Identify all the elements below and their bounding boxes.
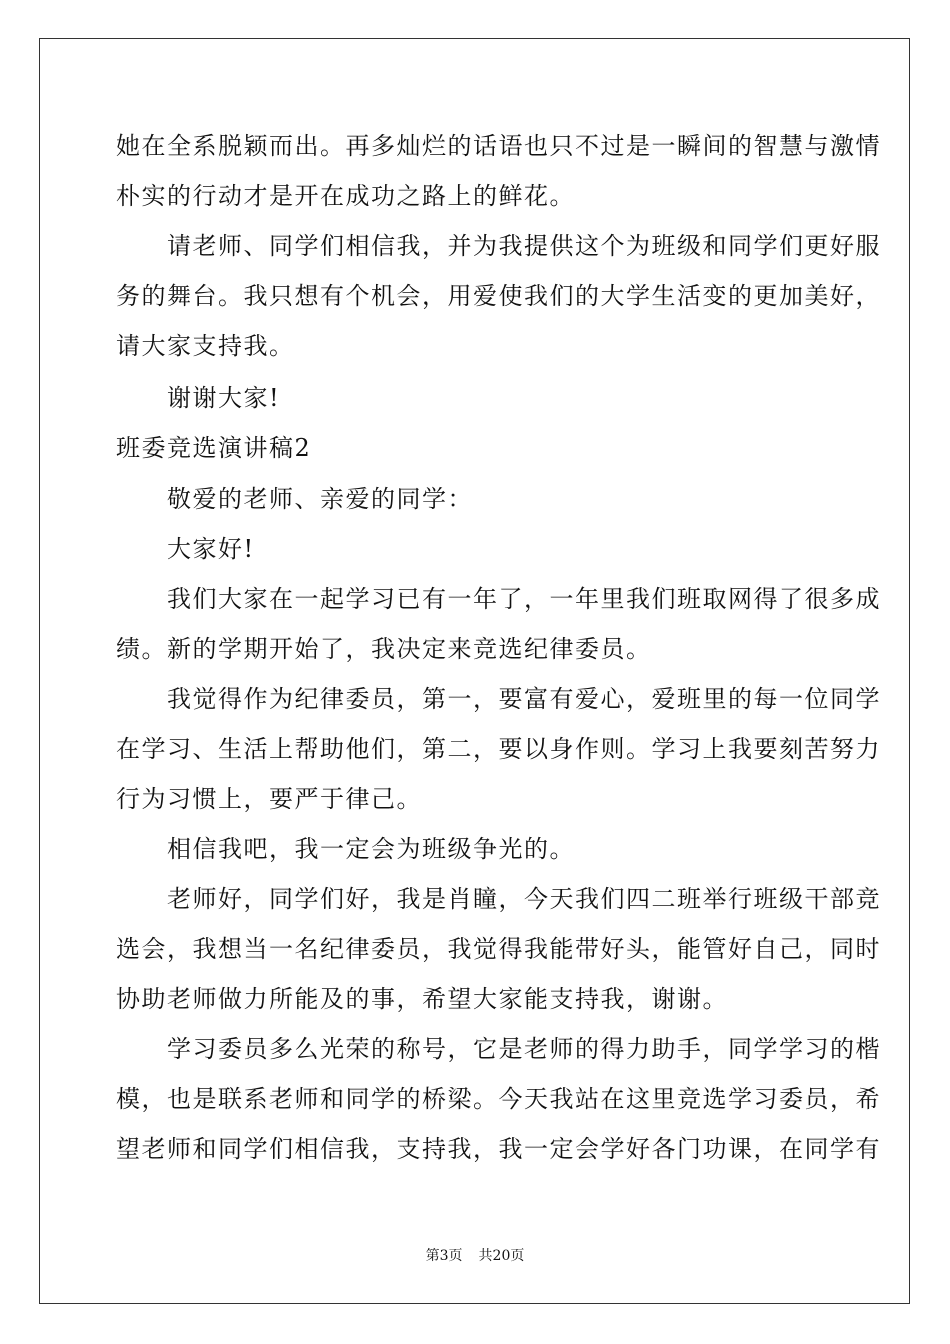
section-heading: 班委竞选演讲稿2	[116, 434, 312, 462]
text-line: 她在全系脱颖而出。再多灿烂的话语也只不过是一瞬间的智慧与激情	[116, 132, 881, 160]
text-line: 选会，我想当一名纪律委员，我觉得我能带好头，能管好自己，同时	[116, 935, 881, 963]
text-line: 协助老师做力所能及的事，希望大家能支持我，谢谢。	[116, 985, 728, 1013]
text-line: 绩。新的学期开始了，我决定来竞选纪律委员。	[116, 635, 652, 663]
text-line: 行为习惯上，要严于律己。	[116, 785, 422, 813]
text-line: 相信我吧，我一定会为班级争光的。	[116, 835, 575, 863]
text-line: 大家好!	[116, 535, 255, 563]
text-line: 谢谢大家!	[116, 384, 281, 412]
text-line: 朴实的行动才是开在成功之路上的鲜花。	[116, 182, 575, 210]
page-number: 第3页	[425, 1248, 463, 1264]
page-total: 共20页	[478, 1248, 525, 1264]
text-line: 望老师和同学们相信我，支持我，我一定会学好各门功课，在同学有	[116, 1135, 881, 1163]
text-line: 我觉得作为纪律委员，第一，要富有爱心，爱班里的每一位同学	[116, 685, 881, 713]
text-line: 务的舞台。我只想有个机会，用爱使我们的大学生活变的更加美好，	[116, 282, 881, 310]
text-line: 在学习、生活上帮助他们，第二，要以身作则。学习上我要刻苦努力	[116, 735, 881, 763]
text-line: 敬爱的老师、亲爱的同学：	[116, 485, 473, 513]
text-line: 请大家支持我。	[116, 332, 295, 360]
text-line: 老师好，同学们好，我是肖瞳，今天我们四二班举行班级干部竞	[116, 885, 881, 913]
page-footer	[0, 1245, 950, 1265]
text-line: 学习委员多么光荣的称号，它是老师的得力助手，同学学习的楷	[116, 1035, 881, 1063]
text-line: 我们大家在一起学习已有一年了，一年里我们班取网得了很多成	[116, 585, 881, 613]
text-line: 模，也是联系老师和同学的桥梁。今天我站在这里竞选学习委员，希	[116, 1085, 881, 1113]
text-line: 请老师、同学们相信我，并为我提供这个为班级和同学们更好服	[116, 232, 881, 260]
